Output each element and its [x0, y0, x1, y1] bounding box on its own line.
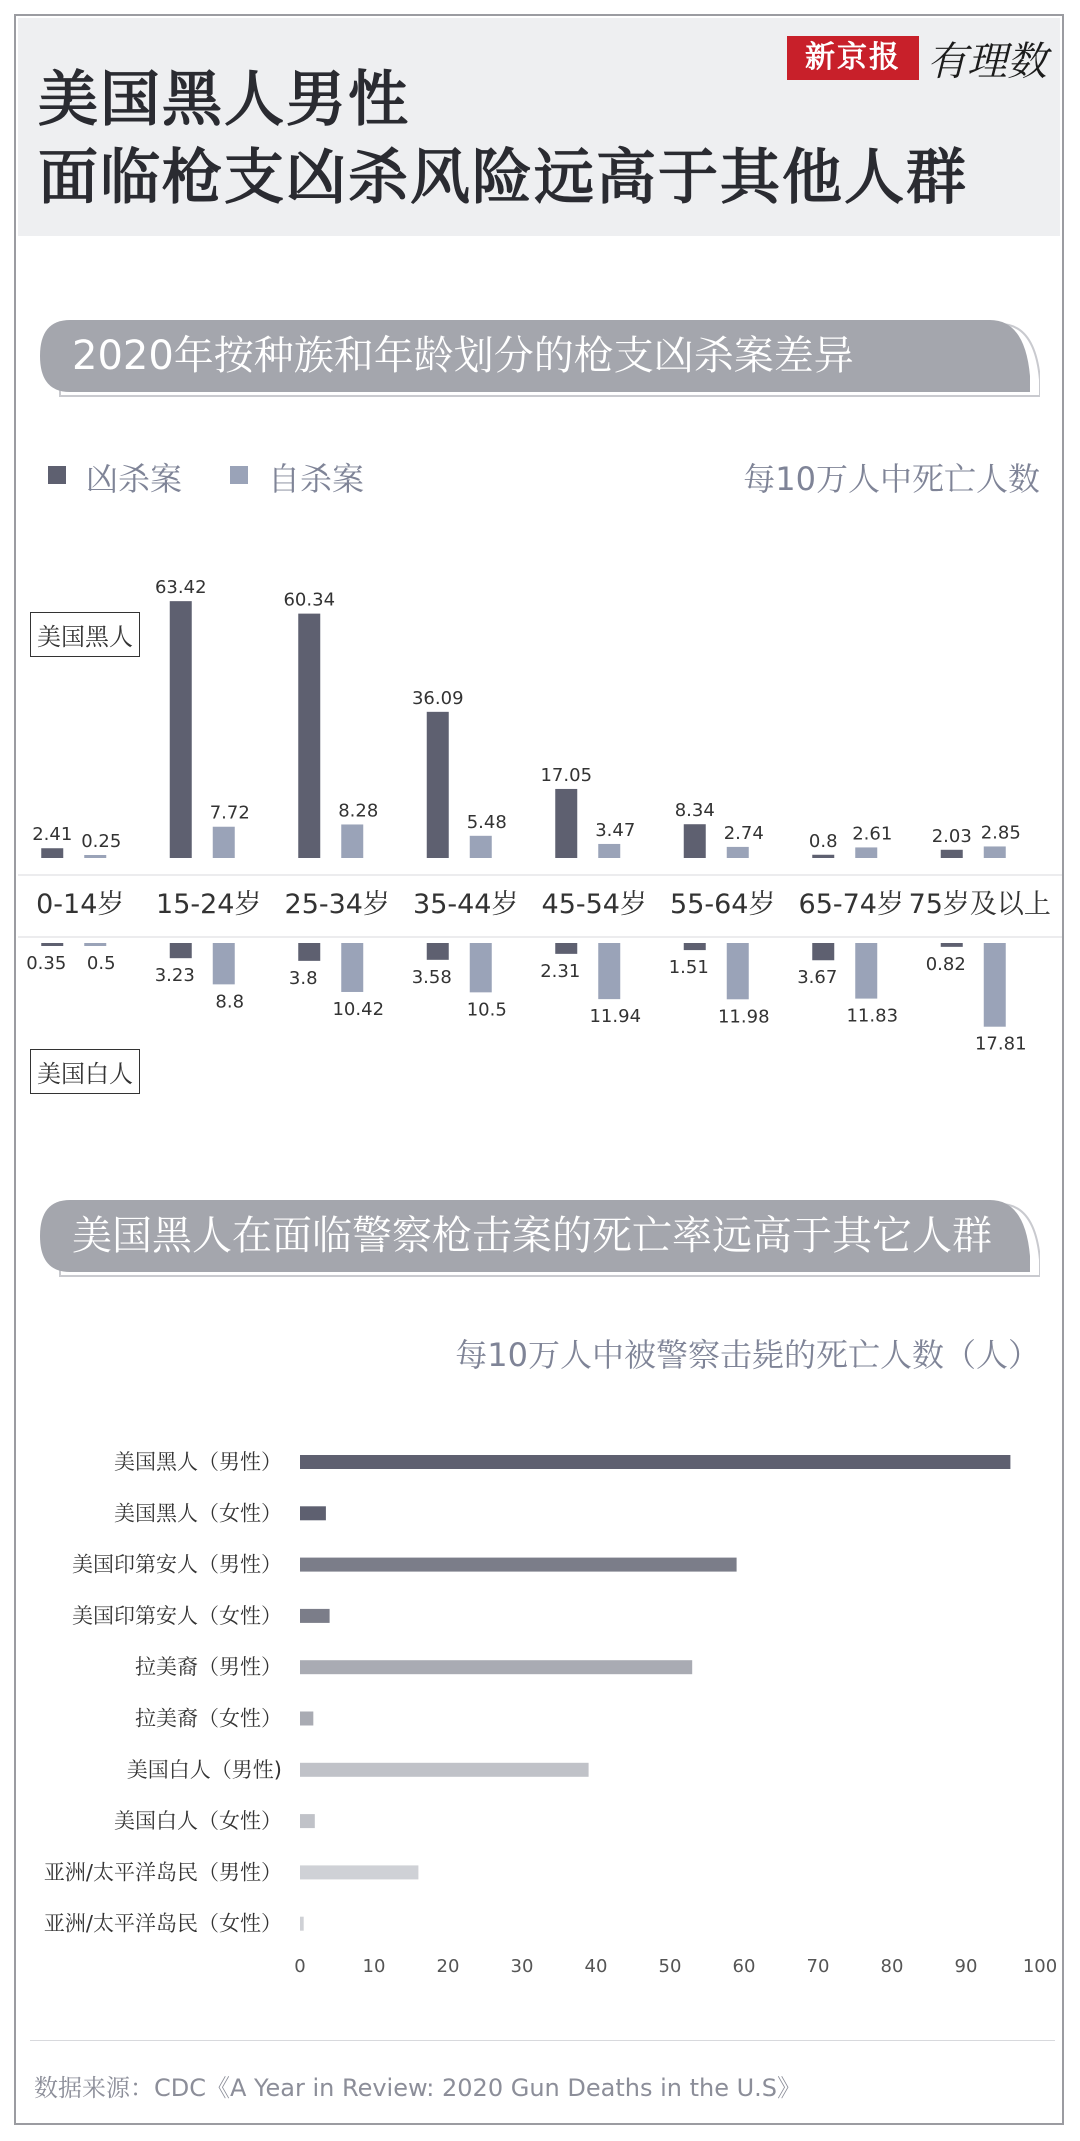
section2-unit-label: 每10万人中被警察击毙的死亡人数（人） — [455, 1336, 1040, 1374]
bar-white-suicide — [984, 943, 1006, 1027]
horizontal-bar — [300, 1763, 589, 1777]
value-label-white-suicide: 10.5 — [466, 999, 507, 1021]
value-label-white-suicide: 11.94 — [589, 1006, 642, 1028]
bar-white-homicide — [41, 943, 63, 946]
age-category-label: 45-54岁 — [541, 889, 647, 920]
x-tick-label: 60 — [732, 1956, 756, 1977]
value-label-black-homicide: 63.42 — [154, 577, 207, 599]
category-label: 亚洲/太平洋岛民（女性） — [43, 1911, 282, 1936]
bar-black-homicide — [812, 855, 834, 858]
bar-white-suicide — [598, 943, 620, 999]
x-tick-label: 30 — [510, 1956, 534, 1977]
value-label-white-suicide: 0.5 — [86, 953, 116, 974]
value-label-white-homicide: 2.31 — [540, 960, 581, 982]
category-label: 美国印第安人（男性） — [72, 1552, 282, 1577]
data-source: 数据来源：CDC《A Year in Review: 2020 Gun Deaths in the U.S》 — [34, 2074, 802, 2102]
horizontal-bar — [300, 1558, 737, 1572]
bar-black-homicide — [555, 789, 577, 858]
bar-black-suicide — [598, 844, 620, 858]
bar-white-suicide — [727, 943, 749, 999]
section2-title: 美国黑人在面临警察枪击案的死亡率远高于其它人群 — [72, 1213, 992, 1259]
age-category-label: 0-14岁 — [36, 889, 125, 920]
x-tick-label: 80 — [880, 1956, 904, 1977]
legend-suicide-label: 自杀案 — [268, 460, 365, 498]
x-tick-label: 50 — [658, 1956, 682, 1977]
horizontal-bar — [300, 1506, 326, 1520]
value-label-white-homicide: 3.67 — [797, 967, 838, 989]
value-label-black-homicide: 0.8 — [808, 830, 838, 852]
logo-main-text: 新京报 — [787, 36, 919, 80]
value-label-black-suicide: 2.85 — [980, 822, 1021, 844]
category-label: 美国印第安人（女性） — [72, 1603, 282, 1628]
age-category-label: 35-44岁 — [413, 889, 519, 920]
bar-black-homicide — [41, 848, 63, 858]
bar-white-homicide — [170, 943, 192, 958]
horizontal-bar — [300, 1917, 304, 1931]
horizontal-bar — [300, 1609, 330, 1623]
horizontal-bar — [300, 1865, 418, 1879]
age-category-label: 25-34岁 — [284, 889, 390, 920]
x-tick-label: 0 — [294, 1956, 306, 1977]
value-label-white-homicide: 0.35 — [26, 953, 67, 974]
age-category-label: 15-24岁 — [156, 889, 262, 920]
page-title-line1: 美国黑人男性 — [38, 65, 410, 135]
x-tick-label: 20 — [436, 1956, 460, 1977]
bar-white-homicide — [941, 943, 963, 947]
group-label-black: 美国黑人 — [30, 612, 140, 657]
bar-black-suicide — [727, 847, 749, 858]
bar-white-suicide — [84, 943, 106, 946]
category-label: 美国黑人（女性） — [114, 1501, 282, 1526]
bar-white-homicide — [298, 943, 320, 961]
category-label: 美国白人（女性） — [114, 1809, 282, 1834]
bar-black-homicide — [427, 712, 449, 858]
value-label-black-homicide: 2.03 — [931, 825, 972, 847]
value-label-white-homicide: 3.8 — [288, 967, 318, 989]
horizontal-bar — [300, 1712, 313, 1726]
value-label-black-homicide: 60.34 — [283, 589, 336, 611]
horizontal-bar — [300, 1660, 692, 1674]
value-label-black-homicide: 36.09 — [411, 687, 464, 709]
value-label-white-suicide: 11.98 — [717, 1006, 770, 1028]
value-label-black-suicide: 8.28 — [338, 800, 379, 822]
bar-white-suicide — [341, 943, 363, 992]
value-label-black-homicide: 17.05 — [540, 764, 593, 786]
value-label-black-suicide: 5.48 — [466, 811, 507, 833]
horizontal-bar — [300, 1455, 1010, 1469]
value-label-white-homicide: 1.51 — [668, 957, 709, 979]
bar-white-suicide — [855, 943, 877, 999]
value-label-black-suicide: 2.74 — [723, 822, 764, 844]
bar-black-suicide — [984, 846, 1006, 858]
x-tick-label: 90 — [954, 1956, 978, 1977]
category-label: 亚洲/太平洋岛民（男性） — [43, 1860, 282, 1885]
bar-white-homicide — [427, 943, 449, 960]
value-label-black-suicide: 2.61 — [852, 823, 893, 845]
bar-white-suicide — [470, 943, 492, 992]
bar-black-suicide — [341, 824, 363, 858]
age-category-label: 75岁及以上 — [908, 889, 1051, 920]
value-label-white-suicide: 10.42 — [332, 998, 385, 1020]
legend-homicide-label: 凶杀案 — [86, 460, 183, 498]
page-title-line2: 面临枪支凶杀风险远高于其他人群 — [38, 143, 968, 213]
bar-black-homicide — [684, 824, 706, 858]
bar-black-homicide — [941, 850, 963, 858]
bar-white-homicide — [812, 943, 834, 960]
value-label-black-homicide: 2.41 — [32, 824, 73, 846]
value-label-black-suicide: 3.47 — [595, 819, 636, 841]
bar-black-homicide — [298, 614, 320, 858]
value-label-white-homicide: 3.23 — [154, 965, 195, 987]
category-label: 拉美裔（女性） — [135, 1706, 282, 1731]
horizontal-bar — [300, 1814, 315, 1828]
x-tick-label: 100 — [1022, 1956, 1058, 1977]
value-label-black-suicide: 0.25 — [81, 831, 122, 852]
bar-black-homicide — [170, 601, 192, 858]
section1-unit-label: 每10万人中死亡人数 — [743, 460, 1040, 498]
x-tick-label: 40 — [584, 1956, 608, 1977]
value-label-white-homicide: 3.58 — [411, 966, 452, 988]
category-label: 拉美裔（男性） — [135, 1655, 282, 1680]
bar-white-homicide — [555, 943, 577, 954]
x-tick-label: 70 — [806, 1956, 830, 1977]
section1-title: 2020年按种族和年龄划分的枪支凶杀案差异 — [72, 333, 854, 379]
police-shooting-bar-chart — [0, 1420, 1080, 2060]
category-label: 美国黑人（男性） — [114, 1450, 282, 1474]
x-tick-label: 10 — [362, 1956, 386, 1977]
bar-black-suicide — [84, 855, 106, 858]
age-category-label: 55-64岁 — [670, 889, 776, 920]
category-label: 美国白人（男性) — [126, 1757, 282, 1782]
bar-white-suicide — [213, 943, 235, 984]
bar-white-homicide — [684, 943, 706, 950]
age-category-label: 65-74岁 — [798, 889, 904, 920]
footer-divider — [30, 2040, 1055, 2041]
value-label-white-suicide: 17.81 — [974, 1033, 1027, 1055]
bar-black-suicide — [213, 827, 235, 858]
bar-black-suicide — [470, 836, 492, 858]
bar-black-suicide — [855, 847, 877, 858]
value-label-black-homicide: 8.34 — [674, 800, 715, 822]
value-label-white-suicide: 8.8 — [215, 991, 245, 1013]
value-label-black-suicide: 7.72 — [209, 802, 250, 824]
group-label-white: 美国白人 — [30, 1049, 140, 1094]
logo-sub-text: 有理数 — [927, 39, 1047, 85]
value-label-white-suicide: 11.83 — [846, 1005, 899, 1027]
value-label-white-homicide: 0.82 — [925, 953, 966, 975]
